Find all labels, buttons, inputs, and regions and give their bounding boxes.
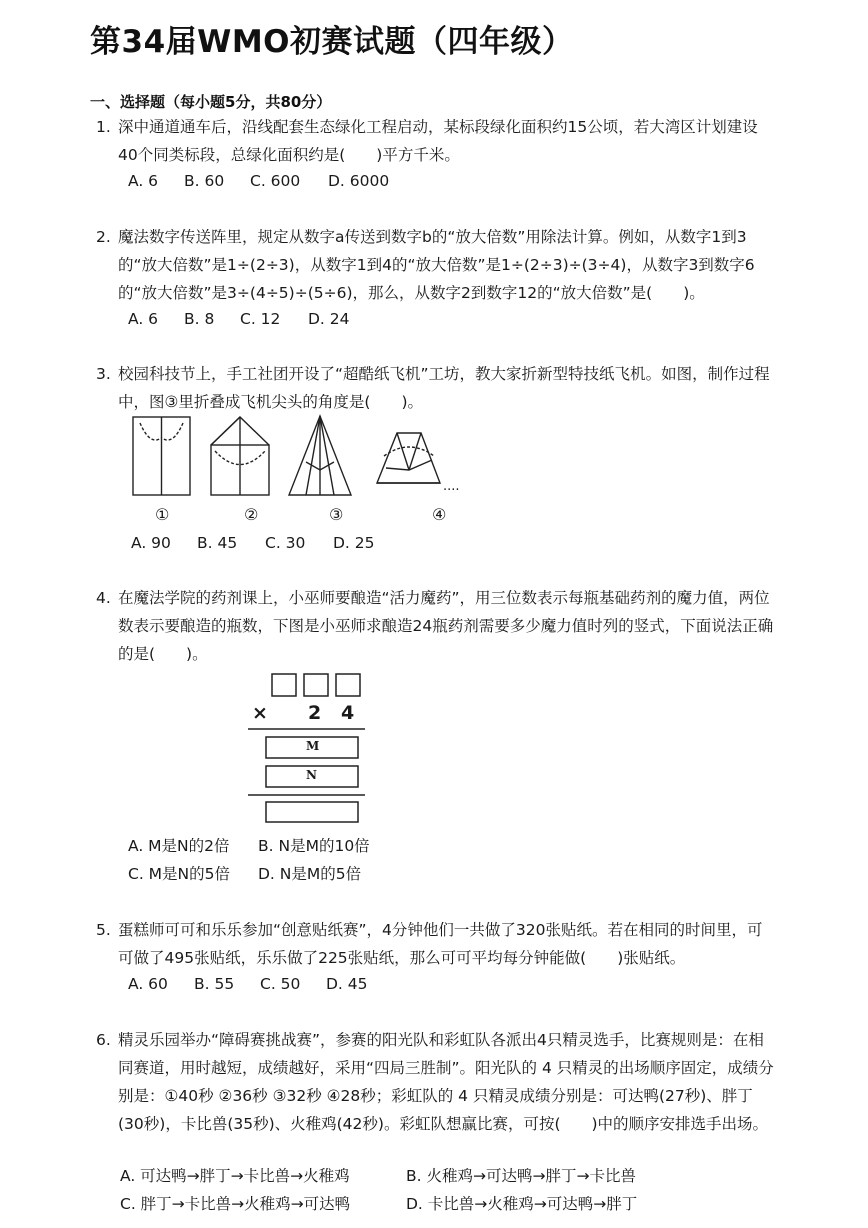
question-number: 6.	[96, 1031, 111, 1049]
figure-label-1: ①	[155, 505, 170, 524]
option-d[interactable]: D. 45	[326, 975, 368, 993]
question-number: 4.	[96, 589, 111, 607]
multiplier-digit-2: 2	[308, 702, 322, 724]
section-heading: 一、选择题（每小题5分，共80分）	[90, 93, 332, 111]
question-text: 校园科技节上，手工社团开设了“超酷纸飞机”工坊，教大家折新型特技纸飞机。如图，制作过程中，图③里折叠成飞机尖头的角度是( )。	[118, 365, 770, 411]
question-6	[96, 1026, 776, 1138]
figure-label-3: ③	[329, 505, 344, 524]
question-text: 蛋糕师可可和乐乐参加“创意贴纸赛”，4分钟他们一共做了320张贴纸。若在相同的时间里，可可做了495张贴纸，乐乐做了225张贴纸，那么可可平均每分钟能做( )张贴纸。	[118, 921, 763, 967]
option-d[interactable]: D. N是M的5倍	[258, 865, 362, 883]
option-d[interactable]: D. 卡比兽→火稚鸡→可达鸭→胖丁	[406, 1195, 638, 1213]
option-a[interactable]: A. 可达鸭→胖丁→卡比兽→火稚鸡	[120, 1167, 350, 1185]
option-a[interactable]: A. M是N的2倍	[128, 837, 230, 855]
question-number: 1.	[96, 118, 111, 136]
figure-ellipsis: ....	[443, 479, 460, 494]
options-row	[120, 1162, 636, 1190]
option-c[interactable]: C. 600	[250, 172, 301, 190]
option-b[interactable]: B. 55	[194, 975, 235, 993]
option-b[interactable]: B. 45	[197, 534, 238, 552]
option-d[interactable]: D. 25	[333, 534, 375, 552]
options-row	[120, 1190, 637, 1218]
option-d[interactable]: D. 24	[308, 310, 350, 328]
option-d[interactable]: D. 6000	[328, 172, 390, 190]
question-number: 5.	[96, 921, 111, 939]
question-number: 2.	[96, 228, 111, 246]
question-text: 在魔法学院的药剂课上，小巫师要酿造“活力魔药”，用三位数表示每瓶基础药剂的魔力值，两位数表示要酿造的瓶数，下图是小巫师求酿造24瓶药剂需要多少魔力值时列的竖式，下面说法正确的是( )。	[118, 589, 774, 663]
option-b[interactable]: B. 60	[184, 172, 225, 190]
options-row	[128, 860, 361, 888]
option-c[interactable]: C. 12	[240, 310, 281, 328]
options-row	[128, 970, 368, 998]
question-text: 精灵乐园举办“障碍赛挑战赛”，参赛的阳光队和彩虹队各派出4只精灵选手，比赛规则是：在相同赛道，用时越短，成绩越好，采用“四局三胜制”。阳光队的 4 只精灵的出场顺序固定，成绩分别是：①40秒 ②36秒 ③32秒 ④28秒；彩虹队的 4 只精灵成绩分别是：可达鸭(27秒)、胖丁(30秒)，卡比兽(35秒)、火稚鸡(42秒)。彩虹队想赢比赛，可按( )中的顺序安排选手出场。	[118, 1031, 774, 1133]
option-a[interactable]: A. 60	[128, 975, 168, 993]
option-c[interactable]: C. 30	[265, 534, 306, 552]
product-m-label: M	[306, 739, 320, 753]
option-a[interactable]: A. 90	[131, 534, 171, 552]
option-a[interactable]: A. 6	[128, 310, 159, 328]
question-text: 深中通道通车后，沿线配套生态绿化工程启动，某标段绿化面积约15公顷，若大湾区计划建设40个同类标段，总绿化面积约是( )平方千米。	[118, 118, 758, 164]
question-text: 魔法数字传送阵里，规定从数字a传送到数字b的“放大倍数”用除法计算。例如，从数字1到3的“放大倍数”是1÷(2÷3)，从数字1到4的“放大倍数”是1÷(2÷3)÷(3÷4)，从数字3到数字6的“放大倍数”是3÷(4÷5)÷(5÷6)，那么，从数字2到数字12的“放大倍数”是( )。	[118, 228, 755, 302]
options-row	[128, 832, 370, 860]
option-c[interactable]: C. 胖丁→卡比兽→火稚鸡→可达鸭	[120, 1195, 351, 1213]
option-c[interactable]: C. M是N的5倍	[128, 865, 231, 883]
question-number: 3.	[96, 365, 111, 383]
figure-label-2: ②	[244, 505, 259, 524]
option-b[interactable]: B. N是M的10倍	[258, 837, 370, 855]
question-5	[96, 916, 776, 972]
option-b[interactable]: B. 8	[184, 310, 215, 328]
page-title: 第34届WMO初赛试题（四年级）	[90, 24, 574, 60]
option-c[interactable]: C. 50	[260, 975, 301, 993]
times-sign: ×	[252, 702, 268, 724]
option-a[interactable]: A. 6	[128, 172, 159, 190]
product-n-label: N	[306, 768, 317, 782]
option-b[interactable]: B. 火稚鸡→可达鸭→胖丁→卡比兽	[406, 1167, 636, 1185]
figure-label-4: ④	[432, 505, 447, 524]
multiplier-digit-4: 4	[341, 702, 355, 724]
